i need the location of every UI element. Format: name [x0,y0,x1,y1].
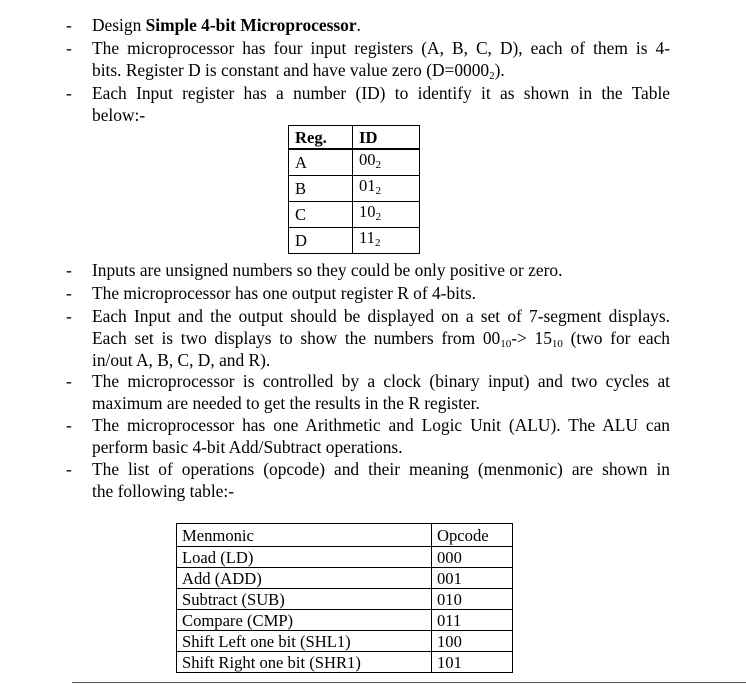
reg-cell: B [289,176,353,202]
opcode-cell: 011 [432,610,513,631]
reg-cell: A [289,149,353,176]
mnemonic-cell: Shift Left one bit (SHL1) [177,631,432,652]
table-row [177,589,513,610]
id-cell [353,228,420,254]
table-row [289,176,420,202]
table-header-row [177,524,513,547]
text-run: ). [494,60,505,80]
table-row [177,610,513,631]
table-header-row [289,126,420,150]
bullet-dash: - [66,83,72,103]
header-opcode: Opcode [432,524,513,547]
mnemonic-cell: Shift Right one bit (SHR1) [177,652,432,673]
bullet-line [92,14,670,36]
reg-cell: C [289,202,353,228]
bullet-line: The microprocessor is controlled by a clock (binary input) and two cycles at [92,371,670,391]
subscript: 2 [375,211,382,223]
text-run: bits. Register D is constant and have value zero (D=0000 [92,60,490,80]
register-id-table [288,125,420,254]
bullet-dash: - [66,459,72,479]
mnemonic-cell: Subtract (SUB) [177,589,432,610]
id-value: 01 [359,176,376,195]
bullet-dash: - [66,371,72,391]
opcode-cell: 100 [432,631,513,652]
bullet-line: below:- [92,105,146,125]
opcode-cell: 010 [432,589,513,610]
table-row [289,202,420,228]
bullet-line: Each Input and the output should be displayed on a set of 7-segment displays. [92,306,670,326]
id-value: 10 [359,202,376,221]
table-row [289,228,420,254]
opcode-cell: 001 [432,568,513,589]
header-mnemonic: Menmonic [177,524,432,547]
bullet-dash: - [66,283,72,303]
table-row [289,149,420,176]
bullet-line: Each Input register has a number (ID) to identify it as shown in the Table [92,83,670,103]
text-run: . [356,15,361,35]
table-row [177,631,513,652]
bullet-line [92,327,670,349]
subscript: 2 [374,237,381,249]
bullet-line: The list of operations (opcode) and their meaning (menmonic) are shown in [92,459,670,479]
opcode-table [176,523,513,673]
subscript: 10 [551,338,563,350]
opcode-cell: 101 [432,652,513,673]
subscript: 10 [500,338,512,350]
bullet-dash: - [66,415,72,435]
bold-title: Simple 4-bit Microprocessor [145,15,357,35]
bullet-line: Inputs are unsigned numbers so they could be only positive or zero. [92,260,563,280]
text-run: -> 15 [511,328,552,348]
id-cell [353,149,420,176]
bullet-line: perform basic 4-bit Add/Subtract operations. [92,437,403,457]
id-value: 11 [359,228,375,247]
id-cell [353,176,420,202]
bullet-dash: - [66,306,72,326]
bullet-line: maximum are needed to get the results in the R register. [92,393,480,413]
header-reg: Reg. [289,126,353,150]
bullet-dash: - [66,38,72,58]
subscript: 2 [489,70,495,82]
id-cell [353,202,420,228]
bullet-line: The microprocessor has four input registers (A, B, C, D), each of them is 4- [92,38,670,58]
subscript: 2 [375,159,382,171]
text-run: (two for each [562,328,670,348]
table-row [177,547,513,568]
mnemonic-cell: Add (ADD) [177,568,432,589]
bullet-line: in/out A, B, C, D, and R). [92,350,271,370]
table-row [177,568,513,589]
header-id: ID [353,126,420,150]
text-run: Each set is two displays to show the numbers from 00 [92,328,501,348]
bullet-line [92,59,670,81]
bullet-line: The microprocessor has one output register R of 4-bits. [92,283,476,303]
bullet-line: The microprocessor has one Arithmetic and Logic Unit (ALU). The ALU can [92,415,670,435]
table-row [177,652,513,673]
text-run: Design [92,15,146,35]
mnemonic-cell: Load (LD) [177,547,432,568]
opcode-cell: 000 [432,547,513,568]
id-value: 00 [359,150,376,169]
bullet-dash: - [66,260,72,280]
subscript: 2 [375,185,382,197]
bullet-line: the following table:- [92,481,234,501]
reg-cell: D [289,228,353,254]
page-divider [72,682,746,683]
bullet-dash: - [66,15,72,35]
mnemonic-cell: Compare (CMP) [177,610,432,631]
